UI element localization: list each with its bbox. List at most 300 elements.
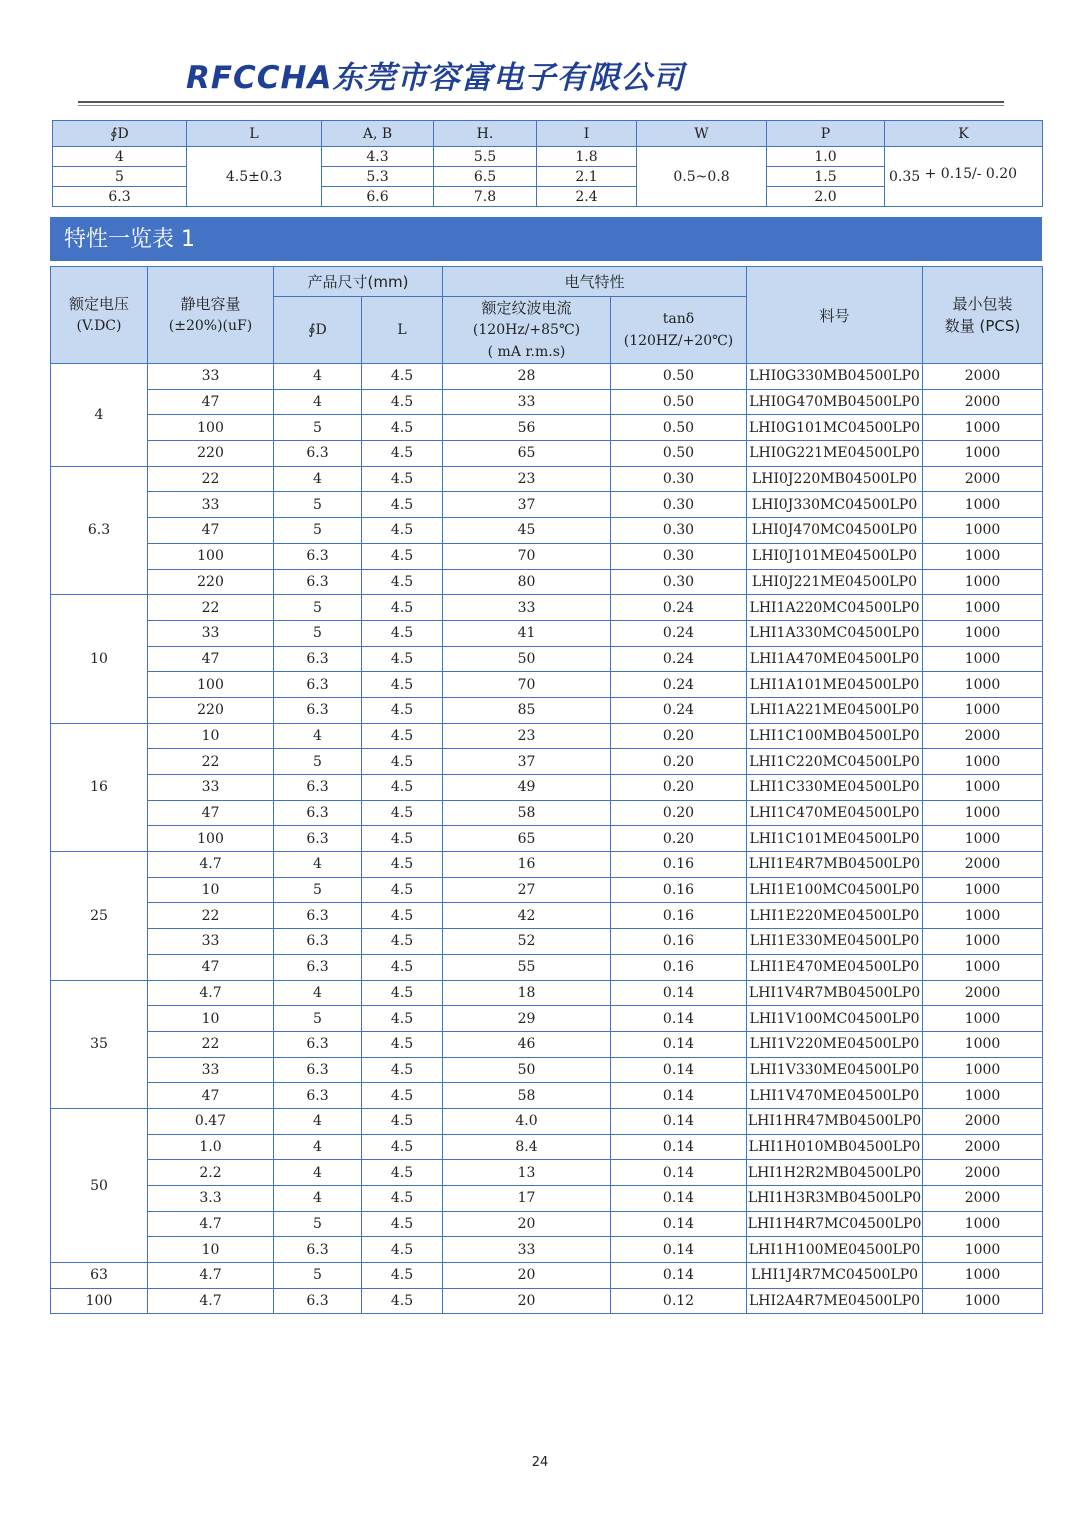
cell-diameter: 5 xyxy=(274,518,362,544)
cell-capacitance: 220 xyxy=(148,569,274,595)
cell-ripple: 29 xyxy=(443,1006,611,1032)
cell-tan-delta: 0.30 xyxy=(611,518,747,544)
cell-part-number: LHI0G101MC04500LP0 xyxy=(747,415,923,441)
cell-part-number: LHI0J330MC04500LP0 xyxy=(747,492,923,518)
cell-capacitance: 33 xyxy=(148,775,274,801)
cell-pack-qty: 1000 xyxy=(923,518,1043,544)
cell-tan-delta: 0.14 xyxy=(611,1186,747,1212)
cell-capacitance: 33 xyxy=(148,364,274,390)
cell-length: 4.5 xyxy=(362,672,443,698)
cell-capacitance: 10 xyxy=(148,877,274,903)
cell-part-number: LHI0G330MB04500LP0 xyxy=(747,364,923,390)
cell-ripple: 33 xyxy=(443,1237,611,1263)
cell-tan-delta: 0.24 xyxy=(611,620,747,646)
dim-cell-h: 5.5 xyxy=(434,147,537,167)
table-row xyxy=(51,852,1043,878)
cell-length: 4.5 xyxy=(362,518,443,544)
cell-capacitance: 22 xyxy=(148,466,274,492)
company-title: RFCCHA东莞市容富电子有限公司 xyxy=(186,60,685,96)
header-capacitance-label: 静电容量 xyxy=(180,295,241,313)
cell-tan-delta: 0.14 xyxy=(611,1211,747,1237)
cell-diameter: 5 xyxy=(274,1006,362,1032)
cell-diameter: 6.3 xyxy=(274,1237,362,1263)
k-base: 0.35 xyxy=(889,168,921,185)
dim-cell-i: 2.1 xyxy=(537,167,637,187)
dim-cell-p: 1.5 xyxy=(767,167,885,187)
header-ripple-label: 额定纹波电流 xyxy=(481,299,572,317)
cell-tan-delta: 0.24 xyxy=(611,697,747,723)
cell-length: 4.5 xyxy=(362,364,443,390)
cell-ripple: 33 xyxy=(443,595,611,621)
cell-part-number: LHI0J101ME04500LP0 xyxy=(747,543,923,569)
cell-diameter: 6.3 xyxy=(274,826,362,852)
cell-capacitance: 33 xyxy=(148,492,274,518)
cell-length: 4.5 xyxy=(362,595,443,621)
cell-tan-delta: 0.50 xyxy=(611,415,747,441)
header-part: 料号 xyxy=(747,267,923,364)
dim-cell-d: 4 xyxy=(53,147,187,167)
cell-pack-qty: 1000 xyxy=(923,1211,1043,1237)
cell-length: 4.5 xyxy=(362,569,443,595)
cell-ripple: 58 xyxy=(443,800,611,826)
cell-diameter: 6.3 xyxy=(274,697,362,723)
cell-diameter: 4 xyxy=(274,1108,362,1134)
cell-ripple: 50 xyxy=(443,1057,611,1083)
cell-pack-qty: 1000 xyxy=(923,800,1043,826)
cell-pack-qty: 1000 xyxy=(923,595,1043,621)
cell-tan-delta: 0.50 xyxy=(611,441,747,467)
cell-ripple: 20 xyxy=(443,1211,611,1237)
cell-capacitance: 1.0 xyxy=(148,1134,274,1160)
dimension-table xyxy=(52,120,1043,207)
cell-ripple: 70 xyxy=(443,543,611,569)
header-voltage-unit: (V.DC) xyxy=(76,318,122,334)
cell-diameter: 4 xyxy=(274,723,362,749)
table-row xyxy=(51,877,1043,903)
header-voltage-label: 额定电压 xyxy=(68,295,129,313)
cell-capacitance: 220 xyxy=(148,697,274,723)
header-electrical: 电气特性 xyxy=(443,267,747,297)
header-size: 产品尺寸(mm) xyxy=(274,267,443,297)
table-row xyxy=(51,1108,1043,1134)
cell-capacitance: 22 xyxy=(148,749,274,775)
cell-capacitance: 10 xyxy=(148,1006,274,1032)
cell-tan-delta: 0.16 xyxy=(611,954,747,980)
cell-capacitance: 4.7 xyxy=(148,1263,274,1289)
cell-diameter: 6.3 xyxy=(274,929,362,955)
cell-ripple: 70 xyxy=(443,672,611,698)
cell-pack-qty: 1000 xyxy=(923,697,1043,723)
table-row xyxy=(51,697,1043,723)
table-row xyxy=(51,1237,1043,1263)
cell-ripple: 20 xyxy=(443,1263,611,1289)
cell-tan-delta: 0.20 xyxy=(611,826,747,852)
cell-ripple: 46 xyxy=(443,1031,611,1057)
cell-length: 4.5 xyxy=(362,980,443,1006)
cell-length: 4.5 xyxy=(362,1057,443,1083)
table-row xyxy=(51,800,1043,826)
cell-ripple: 37 xyxy=(443,749,611,775)
cell-part-number: LHI0G470MB04500LP0 xyxy=(747,389,923,415)
table-row xyxy=(51,1031,1043,1057)
cell-voltage: 35 xyxy=(51,980,148,1108)
cell-part-number: LHI1V100MC04500LP0 xyxy=(747,1006,923,1032)
cell-tan-delta: 0.14 xyxy=(611,1160,747,1186)
cell-ripple: 23 xyxy=(443,723,611,749)
cell-ripple: 18 xyxy=(443,980,611,1006)
dim-row xyxy=(53,147,1043,167)
table-row xyxy=(51,1057,1043,1083)
cell-diameter: 4 xyxy=(274,852,362,878)
dim-header-d: ∮D xyxy=(53,121,187,147)
table-row xyxy=(51,518,1043,544)
cell-tan-delta: 0.14 xyxy=(611,1006,747,1032)
header-capacitance xyxy=(148,267,274,364)
cell-part-number: LHI1HR47MB04500LP0 xyxy=(747,1108,923,1134)
cell-tan-delta: 0.50 xyxy=(611,389,747,415)
cell-part-number: LHI1C470ME04500LP0 xyxy=(747,800,923,826)
cell-length: 4.5 xyxy=(362,877,443,903)
cell-diameter: 5 xyxy=(274,415,362,441)
table-row xyxy=(51,1134,1043,1160)
cell-pack-qty: 2000 xyxy=(923,1160,1043,1186)
cell-part-number: LHI0J221ME04500LP0 xyxy=(747,569,923,595)
cell-diameter: 6.3 xyxy=(274,441,362,467)
cell-capacitance: 33 xyxy=(148,929,274,955)
table-row xyxy=(51,466,1043,492)
table-row xyxy=(51,954,1043,980)
cell-part-number: LHI1A220MC04500LP0 xyxy=(747,595,923,621)
cell-ripple: 23 xyxy=(443,466,611,492)
cell-ripple: 42 xyxy=(443,903,611,929)
cell-length: 4.5 xyxy=(362,1083,443,1109)
cell-diameter: 4 xyxy=(274,364,362,390)
cell-capacitance: 100 xyxy=(148,672,274,698)
cell-tan-delta: 0.12 xyxy=(611,1288,747,1314)
cell-voltage: 25 xyxy=(51,852,148,980)
cell-tan-delta: 0.30 xyxy=(611,543,747,569)
cell-capacitance: 22 xyxy=(148,1031,274,1057)
cell-diameter: 6.3 xyxy=(274,1057,362,1083)
dim-cell-ab: 6.6 xyxy=(322,187,434,207)
cell-length: 4.5 xyxy=(362,1263,443,1289)
dim-header-row xyxy=(53,121,1043,147)
cell-diameter: 5 xyxy=(274,620,362,646)
cell-diameter: 6.3 xyxy=(274,569,362,595)
cell-capacitance: 3.3 xyxy=(148,1186,274,1212)
cell-part-number: LHI1A330MC04500LP0 xyxy=(747,620,923,646)
cell-ripple: 27 xyxy=(443,877,611,903)
table-row xyxy=(51,1211,1043,1237)
cell-tan-delta: 0.24 xyxy=(611,595,747,621)
cell-ripple: 80 xyxy=(443,569,611,595)
cell-diameter: 5 xyxy=(274,877,362,903)
cell-tan-delta: 0.20 xyxy=(611,800,747,826)
cell-diameter: 6.3 xyxy=(274,775,362,801)
table-row xyxy=(51,903,1043,929)
cell-part-number: LHI1H010MB04500LP0 xyxy=(747,1134,923,1160)
cell-length: 4.5 xyxy=(362,1160,443,1186)
cell-part-number: LHI1A470ME04500LP0 xyxy=(747,646,923,672)
cell-part-number: LHI1A101ME04500LP0 xyxy=(747,672,923,698)
table-row xyxy=(51,980,1043,1006)
table-row xyxy=(51,929,1043,955)
cell-diameter: 6.3 xyxy=(274,543,362,569)
cell-voltage: 6.3 xyxy=(51,466,148,594)
cell-capacitance: 10 xyxy=(148,723,274,749)
spec-table-body xyxy=(51,364,1043,1314)
cell-length: 4.5 xyxy=(362,903,443,929)
cell-diameter: 6.3 xyxy=(274,903,362,929)
cell-length: 4.5 xyxy=(362,775,443,801)
cell-diameter: 5 xyxy=(274,749,362,775)
table-row xyxy=(51,1186,1043,1212)
cell-ripple: 52 xyxy=(443,929,611,955)
header-size-d: ∮D xyxy=(274,297,362,364)
cell-capacitance: 100 xyxy=(148,826,274,852)
cell-diameter: 5 xyxy=(274,595,362,621)
cell-length: 4.5 xyxy=(362,1288,443,1314)
dim-cell-l: 4.5±0.3 xyxy=(187,147,322,207)
cell-pack-qty: 1000 xyxy=(923,620,1043,646)
table-row xyxy=(51,1083,1043,1109)
cell-ripple: 17 xyxy=(443,1186,611,1212)
cell-pack-qty: 1000 xyxy=(923,543,1043,569)
cell-ripple: 49 xyxy=(443,775,611,801)
cell-part-number: LHI1E470ME04500LP0 xyxy=(747,954,923,980)
header-divider-thin xyxy=(78,105,1004,106)
cell-pack-qty: 2000 xyxy=(923,980,1043,1006)
cell-pack-qty: 2000 xyxy=(923,852,1043,878)
cell-pack-qty: 1000 xyxy=(923,441,1043,467)
cell-ripple: 50 xyxy=(443,646,611,672)
cell-part-number: LHI1E4R7MB04500LP0 xyxy=(747,852,923,878)
cell-tan-delta: 0.14 xyxy=(611,1237,747,1263)
cell-capacitance: 2.2 xyxy=(148,1160,274,1186)
cell-capacitance: 47 xyxy=(148,800,274,826)
cell-ripple: 13 xyxy=(443,1160,611,1186)
cell-tan-delta: 0.14 xyxy=(611,1057,747,1083)
cell-ripple: 65 xyxy=(443,826,611,852)
cell-capacitance: 4.7 xyxy=(148,852,274,878)
cell-diameter: 6.3 xyxy=(274,954,362,980)
cell-capacitance: 100 xyxy=(148,415,274,441)
cell-capacitance: 22 xyxy=(148,595,274,621)
cell-length: 4.5 xyxy=(362,852,443,878)
table-row xyxy=(51,723,1043,749)
cell-voltage: 10 xyxy=(51,595,148,723)
table-row xyxy=(51,672,1043,698)
cell-length: 4.5 xyxy=(362,697,443,723)
cell-pack-qty: 1000 xyxy=(923,672,1043,698)
cell-ripple: 41 xyxy=(443,620,611,646)
dim-cell-k xyxy=(885,147,1043,207)
cell-pack-qty: 1000 xyxy=(923,646,1043,672)
cell-tan-delta: 0.14 xyxy=(611,980,747,1006)
cell-part-number: LHI1C220MC04500LP0 xyxy=(747,749,923,775)
cell-tan-delta: 0.14 xyxy=(611,1083,747,1109)
header-size-l: L xyxy=(362,297,443,364)
dim-header-i: I xyxy=(537,121,637,147)
dim-cell-p: 2.0 xyxy=(767,187,885,207)
cell-tan-delta: 0.14 xyxy=(611,1134,747,1160)
cell-capacitance: 10 xyxy=(148,1237,274,1263)
cell-length: 4.5 xyxy=(362,441,443,467)
dim-header-l: L xyxy=(187,121,322,147)
header-divider xyxy=(78,101,1004,103)
cell-part-number: LHI1V470ME04500LP0 xyxy=(747,1083,923,1109)
cell-pack-qty: 2000 xyxy=(923,1108,1043,1134)
cell-capacitance: 22 xyxy=(148,903,274,929)
page-number: 24 xyxy=(531,1455,549,1470)
cell-part-number: LHI1J4R7MC04500LP0 xyxy=(747,1263,923,1289)
cell-capacitance: 33 xyxy=(148,1057,274,1083)
cell-diameter: 6.3 xyxy=(274,800,362,826)
cell-pack-qty: 1000 xyxy=(923,826,1043,852)
table-row xyxy=(51,1006,1043,1032)
table-row xyxy=(51,441,1043,467)
cell-part-number: LHI1C100MB04500LP0 xyxy=(747,723,923,749)
cell-tan-delta: 0.14 xyxy=(611,1108,747,1134)
cell-tan-delta: 0.50 xyxy=(611,364,747,390)
table-row xyxy=(51,1160,1043,1186)
cell-pack-qty: 1000 xyxy=(923,877,1043,903)
cell-length: 4.5 xyxy=(362,1134,443,1160)
header-voltage xyxy=(51,267,148,364)
table-row xyxy=(51,826,1043,852)
cell-ripple: 28 xyxy=(443,364,611,390)
cell-capacitance: 0.47 xyxy=(148,1108,274,1134)
cell-part-number: LHI1V220ME04500LP0 xyxy=(747,1031,923,1057)
dim-header-w: W xyxy=(637,121,767,147)
cell-part-number: LHI1V330ME04500LP0 xyxy=(747,1057,923,1083)
table-row xyxy=(51,543,1043,569)
cell-capacitance: 4.7 xyxy=(148,980,274,1006)
k-tolerance: + 0.15/- 0.20 xyxy=(924,165,1018,182)
cell-ripple: 4.0 xyxy=(443,1108,611,1134)
cell-part-number: LHI1C101ME04500LP0 xyxy=(747,826,923,852)
cell-diameter: 5 xyxy=(274,492,362,518)
cell-pack-qty: 2000 xyxy=(923,723,1043,749)
header-ripple-cond: (120Hz/+85℃) xyxy=(472,322,581,338)
header-ripple-unit: ( mA r.m.s) xyxy=(487,344,566,360)
cell-diameter: 4 xyxy=(274,389,362,415)
dim-header-p: P xyxy=(767,121,885,147)
cell-diameter: 5 xyxy=(274,1263,362,1289)
table-row xyxy=(51,492,1043,518)
cell-pack-qty: 2000 xyxy=(923,1134,1043,1160)
dim-cell-h: 6.5 xyxy=(434,167,537,187)
dim-cell-i: 2.4 xyxy=(537,187,637,207)
cell-length: 4.5 xyxy=(362,723,443,749)
cell-capacitance: 4.7 xyxy=(148,1288,274,1314)
cell-length: 4.5 xyxy=(362,1108,443,1134)
cell-length: 4.5 xyxy=(362,929,443,955)
cell-part-number: LHI1E100MC04500LP0 xyxy=(747,877,923,903)
table-row xyxy=(51,389,1043,415)
table-row xyxy=(51,595,1043,621)
cell-part-number: LHI1A221ME04500LP0 xyxy=(747,697,923,723)
cell-tan-delta: 0.14 xyxy=(611,1031,747,1057)
spec-header-row-1 xyxy=(51,267,1043,297)
cell-tan-delta: 0.30 xyxy=(611,569,747,595)
cell-length: 4.5 xyxy=(362,620,443,646)
table-row xyxy=(51,569,1043,595)
cell-capacitance: 4.7 xyxy=(148,1211,274,1237)
header-tan-cond: (120HZ/+20℃) xyxy=(623,333,734,349)
cell-voltage: 63 xyxy=(51,1263,148,1289)
cell-part-number: LHI1V4R7MB04500LP0 xyxy=(747,980,923,1006)
cell-tan-delta: 0.20 xyxy=(611,775,747,801)
dim-cell-i: 1.8 xyxy=(537,147,637,167)
cell-ripple: 55 xyxy=(443,954,611,980)
table-row xyxy=(51,775,1043,801)
cell-pack-qty: 1000 xyxy=(923,492,1043,518)
cell-tan-delta: 0.14 xyxy=(611,1263,747,1289)
cell-voltage: 4 xyxy=(51,364,148,467)
dim-cell-p: 1.0 xyxy=(767,147,885,167)
cell-length: 4.5 xyxy=(362,543,443,569)
cell-diameter: 6.3 xyxy=(274,1083,362,1109)
header-pack-unit: 数量 (PCS) xyxy=(944,317,1021,335)
cell-ripple: 8.4 xyxy=(443,1134,611,1160)
section-title: 特性一览表 1 xyxy=(50,217,1042,261)
cell-length: 4.5 xyxy=(362,492,443,518)
table-row xyxy=(51,1288,1043,1314)
cell-ripple: 37 xyxy=(443,492,611,518)
cell-tan-delta: 0.20 xyxy=(611,749,747,775)
cell-part-number: LHI0J220MB04500LP0 xyxy=(747,466,923,492)
dim-header-h: H. xyxy=(434,121,537,147)
cell-part-number: LHI1H100ME04500LP0 xyxy=(747,1237,923,1263)
cell-ripple: 85 xyxy=(443,697,611,723)
cell-pack-qty: 1000 xyxy=(923,954,1043,980)
cell-diameter: 4 xyxy=(274,980,362,1006)
header-ripple xyxy=(443,297,611,364)
cell-tan-delta: 0.16 xyxy=(611,929,747,955)
cell-ripple: 56 xyxy=(443,415,611,441)
cell-length: 4.5 xyxy=(362,1211,443,1237)
cell-capacitance: 47 xyxy=(148,518,274,544)
cell-capacitance: 47 xyxy=(148,1083,274,1109)
header-capacitance-unit: (±20%)(uF) xyxy=(168,318,253,334)
spec-table xyxy=(50,266,1043,1314)
header-pack xyxy=(923,267,1043,364)
cell-length: 4.5 xyxy=(362,749,443,775)
cell-length: 4.5 xyxy=(362,389,443,415)
cell-length: 4.5 xyxy=(362,826,443,852)
table-row xyxy=(51,1263,1043,1289)
cell-part-number: LHI1C330ME04500LP0 xyxy=(747,775,923,801)
cell-pack-qty: 1000 xyxy=(923,749,1043,775)
header-pack-label: 最小包装 xyxy=(952,295,1013,313)
cell-pack-qty: 2000 xyxy=(923,466,1043,492)
cell-length: 4.5 xyxy=(362,800,443,826)
cell-part-number: LHI2A4R7ME04500LP0 xyxy=(747,1288,923,1314)
dim-header-k: K xyxy=(885,121,1043,147)
cell-pack-qty: 1000 xyxy=(923,929,1043,955)
table-row xyxy=(51,415,1043,441)
cell-diameter: 5 xyxy=(274,1211,362,1237)
cell-capacitance: 100 xyxy=(148,543,274,569)
cell-part-number: LHI1H3R3MB04500LP0 xyxy=(747,1186,923,1212)
cell-capacitance: 220 xyxy=(148,441,274,467)
dim-cell-d: 6.3 xyxy=(53,187,187,207)
cell-part-number: LHI1E220ME04500LP0 xyxy=(747,903,923,929)
cell-capacitance: 47 xyxy=(148,646,274,672)
cell-pack-qty: 1000 xyxy=(923,1237,1043,1263)
table-row xyxy=(51,749,1043,775)
